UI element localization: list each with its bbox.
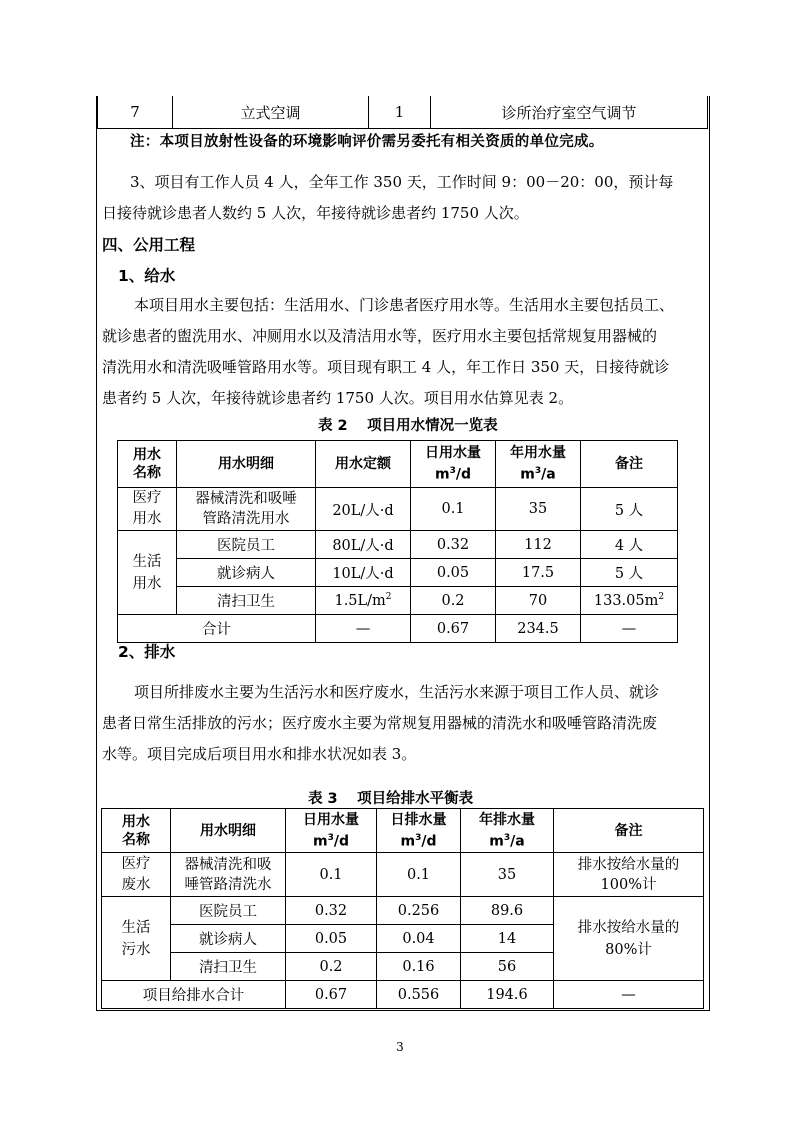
- th-annual: 年用水量 $m^3/a$: [496, 441, 581, 488]
- total-label: 项目给排水合计: [102, 981, 286, 1009]
- remark-cell: $133.05m^2$: [581, 587, 678, 615]
- th-detail: 用水明细: [171, 809, 286, 853]
- total-daily: 0.67: [411, 615, 496, 643]
- group-domestic: 生活 用水: [118, 531, 177, 615]
- th-name: 用水 名称: [118, 441, 177, 488]
- cell-no: 7: [98, 96, 173, 129]
- annual-cell: 14: [461, 925, 554, 953]
- drain-cell: 0.04: [377, 925, 461, 953]
- daily-cell: 0.2: [286, 953, 377, 981]
- daily-cell: 0.1: [411, 488, 496, 531]
- drain-line-2: 患者日常生活排放的污水；医疗废水主要为常规复用器械的清洗水和吸唾管路清洗废: [102, 714, 658, 732]
- remark-cell: 5 人: [581, 559, 678, 587]
- detail-cell: 器械清洗和吸 唾管路清洗水: [171, 853, 286, 897]
- table-row: [118, 559, 678, 587]
- annual-cell: 56: [461, 953, 554, 981]
- annual-cell: 112: [496, 531, 581, 559]
- daily-cell: 0.2: [411, 587, 496, 615]
- total-remark: —: [554, 981, 704, 1009]
- drain-cell: 0.1: [377, 853, 461, 897]
- drainage-heading: 2、排水: [118, 643, 176, 661]
- page-number: 3: [396, 1040, 404, 1054]
- th-detail: 用水明细: [177, 441, 316, 488]
- annual-cell: 70: [496, 587, 581, 615]
- cell-qty: 1: [369, 96, 431, 129]
- cell-use: 诊所治疗室空气调节: [431, 96, 708, 129]
- group-medical: 医疗 废水: [102, 853, 171, 897]
- remark-cell: 5 人: [581, 488, 678, 531]
- th-daily: 日用水量 $m^3/d$: [411, 441, 496, 488]
- th-daily: 日用水量 $m^3/d$: [286, 809, 377, 853]
- water-balance-table: [101, 808, 704, 1009]
- daily-cell: 0.32: [411, 531, 496, 559]
- th-remark: 备注: [581, 441, 678, 488]
- total-drain: 0.556: [377, 981, 461, 1009]
- drain-cell: 0.256: [377, 897, 461, 925]
- detail-cell: 器械清洗和吸唾 管路清洗用水: [177, 488, 316, 531]
- supply-line-4: 患者约 5 人次，年接待就诊患者约 1750 人次。项目用水估算见表 2。: [102, 389, 574, 407]
- quota-cell: 80L/人·d: [316, 531, 411, 559]
- supply-line-2: 就诊患者的盥洗用水、冲厕用水以及清洁用水等，医疗用水主要包括常规复用器械的: [102, 327, 658, 345]
- para3-line1: 3、项目有工作人员 4 人，全年工作 350 天，工作时间 9：00－20：00，预计每: [130, 173, 674, 191]
- supply-line-1: 本项目用水主要包括：生活用水、门诊患者医疗用水等。生活用水主要包括员工、: [134, 296, 675, 314]
- para3-line2: 日接待就诊患者人数约 5 人次，年接待就诊患者约 1750 人次。: [102, 204, 529, 222]
- th-drain: 日排水量 $m^3/d$: [377, 809, 461, 853]
- drain-cell: 0.16: [377, 953, 461, 981]
- daily-cell: 0.05: [286, 925, 377, 953]
- annual-cell: 17.5: [496, 559, 581, 587]
- detail-cell: 医院员工: [171, 897, 286, 925]
- drain-line-1: 项目所排废水主要为生活污水和医疗废水，生活污水来源于项目工作人员、就诊: [134, 683, 660, 701]
- table-row: [118, 531, 678, 559]
- detail-cell: 医院员工: [177, 531, 316, 559]
- total-label: 合计: [118, 615, 316, 643]
- total-row: [118, 615, 678, 643]
- section4-heading: 四、公用工程: [102, 236, 196, 254]
- supply-line-3: 清洗用水和清洗吸唾管路用水等。项目现有职工 4 人，年工作日 350 天，日接待就诊: [102, 358, 670, 376]
- drain-line-3: 水等。项目完成后项目用水和排水状况如表 3。: [102, 745, 417, 763]
- th-annual: 年排水量 $m^3/a$: [461, 809, 554, 853]
- table-header-row: [102, 809, 704, 853]
- remark-cell: 排水按给水量的 80%计: [554, 897, 704, 981]
- total-annual: 234.5: [496, 615, 581, 643]
- table-row: [102, 897, 704, 925]
- daily-cell: 0.32: [286, 897, 377, 925]
- detail-cell: 就诊病人: [177, 559, 316, 587]
- annual-cell: 89.6: [461, 897, 554, 925]
- th-quota: 用水定额: [316, 441, 411, 488]
- daily-cell: 0.05: [411, 559, 496, 587]
- quota-cell: $1.5L/m^2$: [316, 587, 411, 615]
- annual-cell: 35: [496, 488, 581, 531]
- total-remark: —: [581, 615, 678, 643]
- cell-name: 立式空调: [173, 96, 369, 129]
- group-domestic: 生活 污水: [102, 897, 171, 981]
- total-daily: 0.67: [286, 981, 377, 1009]
- detail-cell: 清扫卫生: [177, 587, 316, 615]
- table-row: [102, 853, 704, 897]
- table-row: [118, 587, 678, 615]
- water-supply-heading: 1、给水: [118, 267, 176, 285]
- quota-cell: 20L/人·d: [316, 488, 411, 531]
- daily-cell: 0.1: [286, 853, 377, 897]
- total-annual: 194.6: [461, 981, 554, 1009]
- total-row: [102, 981, 704, 1009]
- remark-cell: 排水按给水量的 100%计: [554, 853, 704, 897]
- quota-cell: 10L/人·d: [316, 559, 411, 587]
- table-row: [118, 488, 678, 531]
- remark-cell: 4 人: [581, 531, 678, 559]
- detail-cell: 清扫卫生: [171, 953, 286, 981]
- water-use-table: [117, 440, 678, 643]
- table-header-row: [118, 441, 678, 488]
- th-name: 用水 名称: [102, 809, 171, 853]
- table-row: [98, 96, 708, 129]
- total-quota: —: [316, 615, 411, 643]
- radiation-note: 注：本项目放射性设备的环境影响评价需另委托有相关资质的单位完成。: [130, 133, 604, 150]
- group-medical: 医疗 用水: [118, 488, 177, 531]
- equipment-table-tail: [97, 96, 708, 129]
- detail-cell: 就诊病人: [171, 925, 286, 953]
- th-remark: 备注: [554, 809, 704, 853]
- table2-caption: 表 2 项目用水情况一览表: [318, 418, 498, 434]
- annual-cell: 35: [461, 853, 554, 897]
- table3-caption: 表 3 项目给排水平衡表: [308, 791, 474, 807]
